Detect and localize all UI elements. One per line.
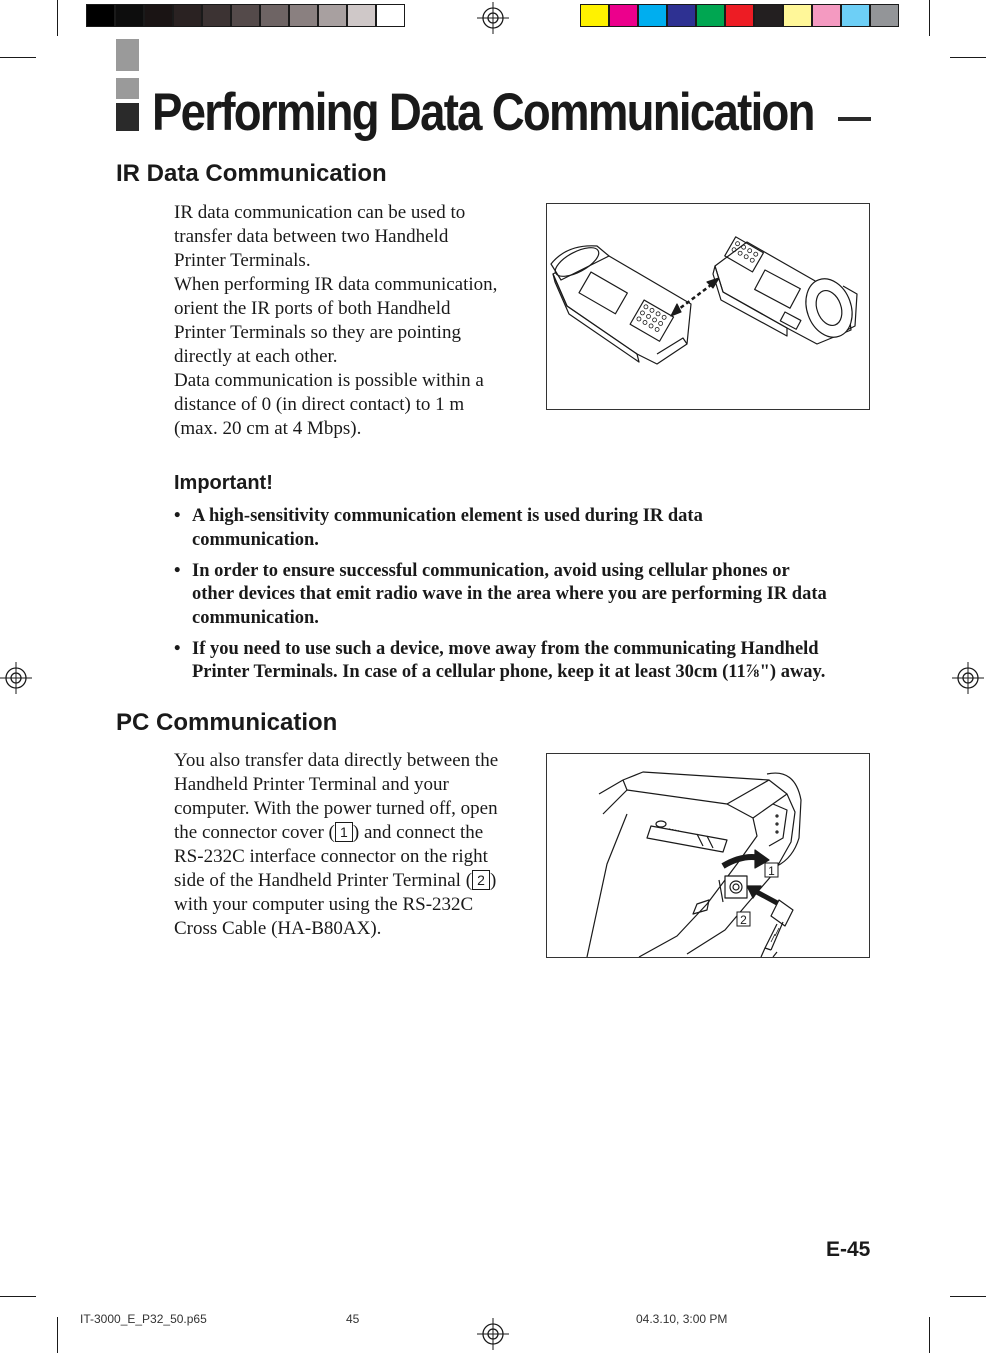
- color-swatch: [812, 4, 841, 27]
- text-line: distance of 0 (in direct contact) to 1 m: [174, 394, 465, 415]
- text-line: Printer Terminals. In case of a cellular phone, keep it at least 30cm (11⅞") away.: [192, 662, 826, 682]
- text-line: Data communication is possible within a: [174, 370, 484, 391]
- text-line: RS-232C interface connector on the right: [174, 846, 488, 867]
- ir-paragraph: [174, 273, 534, 369]
- text-line: the connector cover (: [174, 822, 335, 843]
- important-list: [174, 505, 874, 692]
- color-swatch: [202, 4, 231, 27]
- color-swatch: [289, 4, 318, 27]
- text-line: Printer Terminals.: [174, 250, 311, 271]
- crop-mark: [57, 0, 58, 36]
- color-swatch: [667, 4, 696, 27]
- header-dark-bar: [116, 103, 139, 131]
- header-gray-bar-small: [116, 78, 139, 99]
- page-number: E-45: [826, 1238, 871, 1261]
- text-line: orient the IR ports of both Handheld: [174, 298, 451, 319]
- crop-mark: [929, 0, 930, 36]
- pc-connection-figure: [546, 753, 870, 958]
- slug-filename: IT-3000_E_P32_50.p65: [80, 1312, 207, 1326]
- text-line: When performing IR data communication,: [174, 274, 498, 295]
- text-line: ) and connect the: [352, 822, 484, 843]
- list-item: [174, 638, 874, 685]
- text-line: Printer Terminals so they are pointing: [174, 322, 461, 343]
- callout-label-2: 2: [740, 913, 747, 927]
- color-swatch: [318, 4, 347, 27]
- color-swatch: [783, 4, 812, 27]
- color-swatch: [696, 4, 725, 27]
- color-swatch: [725, 4, 754, 27]
- crop-mark: [950, 1296, 986, 1297]
- text-line: Cross Cable (HA-B80AX).: [174, 918, 382, 939]
- text-line: with your computer using the RS-232C: [174, 894, 474, 915]
- color-swatch: [231, 4, 260, 27]
- ir-section-body: [174, 201, 534, 441]
- color-swatch: [580, 4, 609, 27]
- text-line: side of the Handheld Printer Terminal (: [174, 870, 473, 891]
- registration-mark-icon: [477, 1318, 509, 1350]
- bullet-icon: •: [174, 638, 181, 659]
- color-swatch: [144, 4, 173, 27]
- slug-date: 04.3.10, 3:00 PM: [636, 1312, 728, 1326]
- header-gray-bar: [116, 39, 139, 71]
- ir-paragraph: [174, 369, 534, 441]
- ir-section-heading: IR Data Communication: [116, 160, 387, 187]
- color-swatch: [173, 4, 202, 27]
- text-line: communication.: [192, 607, 319, 628]
- color-swatch: [347, 4, 376, 27]
- crop-mark: [950, 57, 986, 58]
- step-number-box: 1: [335, 822, 353, 842]
- pc-section-body: [174, 749, 534, 941]
- crop-mark: [0, 1296, 36, 1297]
- slug-page: 45: [346, 1312, 360, 1326]
- page-title: Performing Data Communication: [152, 83, 814, 142]
- color-swatch: [638, 4, 667, 27]
- crop-mark: [57, 1317, 58, 1353]
- color-swatch: [870, 4, 899, 27]
- registration-mark-icon: [477, 2, 509, 34]
- color-swatch: [260, 4, 289, 27]
- list-item: [174, 560, 874, 631]
- two-terminals-illustration: [547, 204, 869, 409]
- text-line: Handheld Printer Terminal and your: [174, 774, 449, 795]
- text-line: communication.: [192, 529, 319, 550]
- text-line: other devices that emit radio wave in the area where you are performing IR data: [192, 584, 827, 604]
- text-line: ): [490, 870, 497, 891]
- crop-mark: [0, 57, 36, 58]
- text-line: In order to ensure successful communication, avoid using cellular phones or: [192, 560, 790, 581]
- ir-paragraph: [174, 201, 534, 273]
- callout-label-1: 1: [768, 864, 775, 878]
- registration-mark-icon: [952, 662, 984, 694]
- text-line: computer. With the power turned off, open: [174, 798, 498, 819]
- bullet-icon: •: [174, 506, 181, 526]
- crop-mark: [929, 1317, 930, 1353]
- color-swatch: [115, 4, 144, 27]
- color-swatch: [754, 4, 783, 27]
- text-line: If you need to use such a device, move away from the communicating Handheld: [192, 638, 819, 659]
- color-swatch: [376, 4, 405, 27]
- color-swatch: [609, 4, 638, 27]
- color-swatch: [841, 4, 870, 27]
- list-item: [174, 505, 874, 552]
- text-line: (max. 20 cm at 4 Mbps).: [174, 418, 362, 439]
- text-line: directly at each other.: [174, 346, 338, 367]
- step-number-box: 2: [472, 870, 490, 890]
- text-line: transfer data between two Handheld: [174, 226, 449, 247]
- registration-mark-icon: [0, 662, 32, 694]
- text-line: You also transfer data directly between the: [174, 750, 499, 771]
- ir-communication-figure: [546, 203, 870, 410]
- text-line: A high-sensitivity communication element is used during IR data: [192, 506, 703, 526]
- title-rule: [838, 117, 871, 121]
- rs232c-connector-illustration: [547, 754, 869, 957]
- bullet-icon: •: [174, 560, 181, 581]
- text-line: IR data communication can be used to: [174, 202, 466, 223]
- pc-section-heading: PC Communication: [116, 709, 338, 736]
- important-heading: Important!: [174, 472, 273, 494]
- color-swatch: [86, 4, 115, 27]
